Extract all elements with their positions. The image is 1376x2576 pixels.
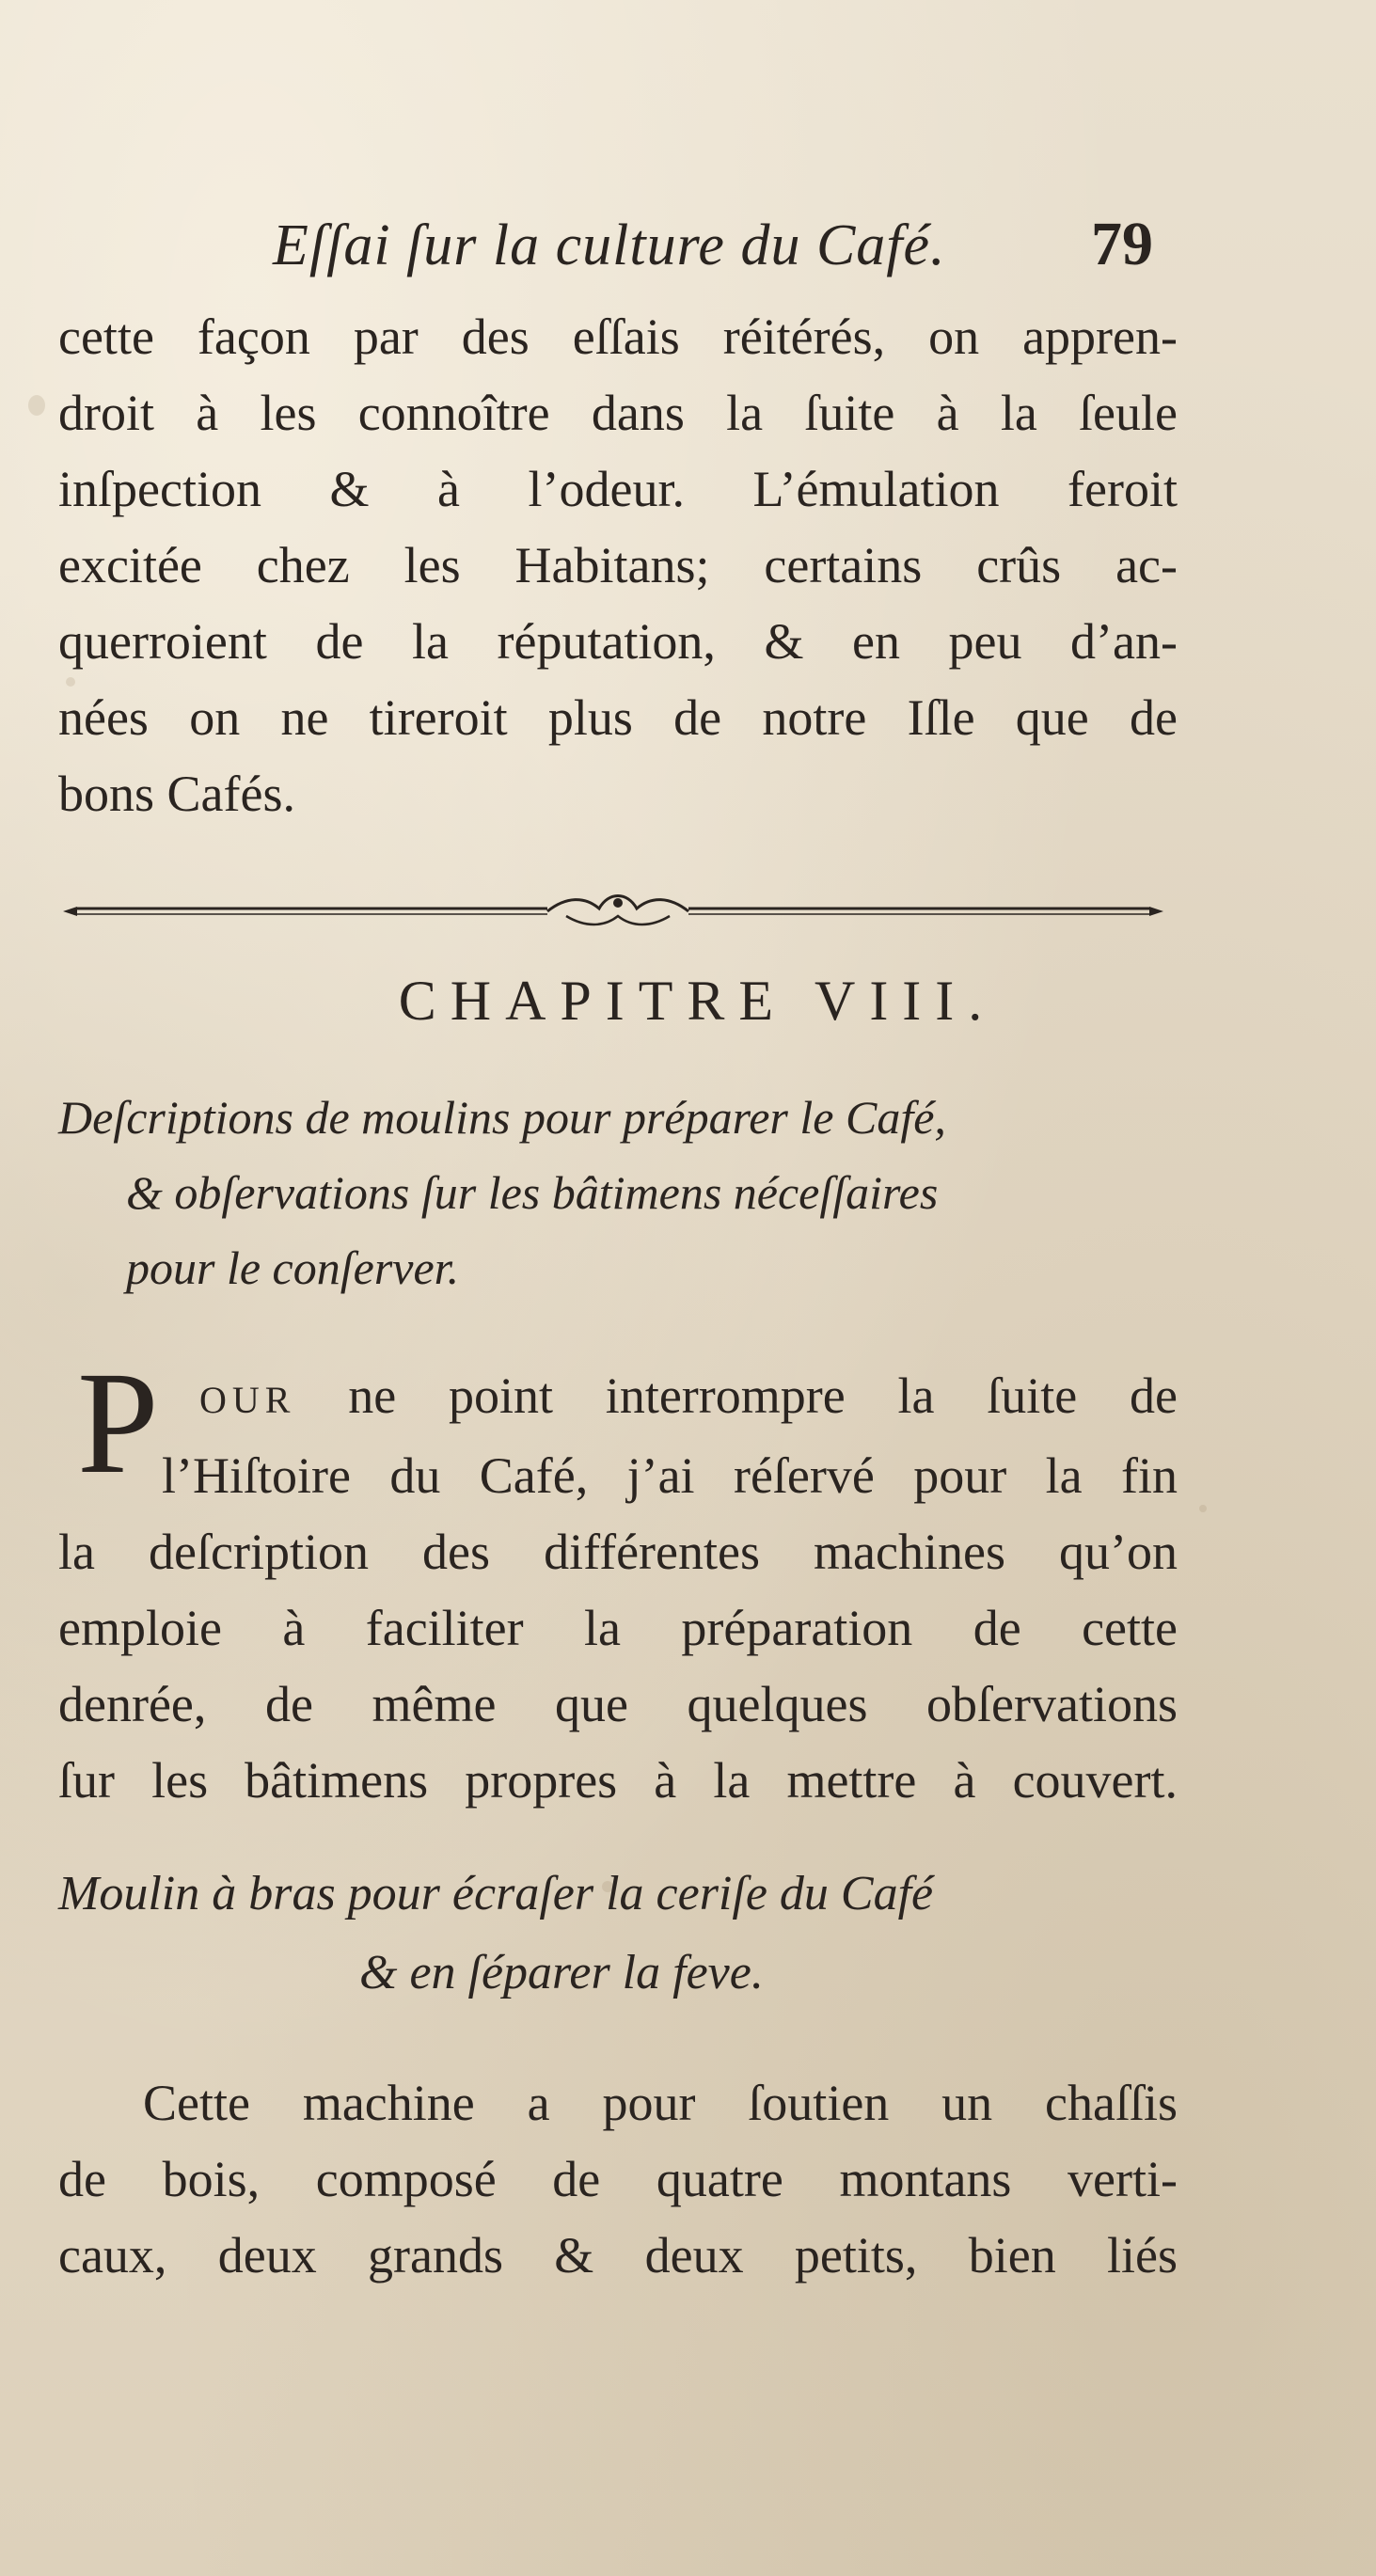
drop-cap: P bbox=[77, 1341, 159, 1504]
text-line: caux, deux grands & deux petits, bien liés bbox=[58, 2227, 1178, 2284]
paragraph-machine-description bbox=[58, 2065, 1178, 2294]
subtitle-line: Deſcriptions de moulins pour préparer le Café, bbox=[58, 1091, 946, 1144]
paragraph-body bbox=[58, 1358, 1178, 1819]
chapter-subtitle bbox=[58, 1080, 1178, 1305]
subtitle-line: pour le conſerver. bbox=[126, 1241, 460, 1294]
text-line: ſur les bâtimens propres à la mettre à couvert. bbox=[58, 1752, 1178, 1809]
chapter-title: CHAPITRE VIII. bbox=[398, 970, 997, 1032]
text-line: emploie à faciliter la préparation de cette bbox=[58, 1600, 1178, 1656]
text-line: inſpection & à l’odeur. L’émulation feroit bbox=[58, 461, 1178, 517]
ornamental-rule bbox=[58, 882, 1178, 939]
text-span: ne point interrompre la ſuite de bbox=[348, 1367, 1178, 1424]
text-line: excitée chez les Habitans; certains crûs ac- bbox=[58, 537, 1178, 593]
text-line: bons Cafés. bbox=[58, 766, 295, 822]
paper-stain bbox=[1199, 1505, 1207, 1512]
text-line bbox=[58, 1358, 1178, 1438]
heading-line: & en ſéparer la feve. bbox=[359, 1946, 764, 1999]
paragraph-opening bbox=[58, 1341, 1178, 1819]
text-line: querroient de la réputation, & en peu d’an- bbox=[58, 613, 1178, 670]
text-line: la deſcription des différentes machines qu’on bbox=[58, 1524, 1178, 1580]
section-heading bbox=[58, 1855, 1178, 2013]
running-head bbox=[56, 209, 1185, 284]
text-line: Cette machine a pour ſoutien un chaſſis bbox=[143, 2075, 1178, 2131]
paragraph-continuation bbox=[58, 299, 1178, 832]
running-title: Eſſai ſur la culture du Café. bbox=[273, 213, 946, 277]
text-line: droit à les connoître dans la ſuite à la ſeule bbox=[58, 385, 1178, 441]
text-line: de bois, composé de quatre montans verti- bbox=[58, 2151, 1178, 2207]
heading-line: Moulin à bras pour écraſer la ceriſe du Café bbox=[58, 1867, 934, 1920]
small-caps-word: OUR bbox=[199, 1379, 296, 1421]
text-line: l’Hiſtoire du Café, j’ai réſervé pour la fin bbox=[162, 1447, 1178, 1504]
text-line: nées on ne tireroit plus de notre Iſle que de bbox=[58, 689, 1178, 746]
text-line: denrée, de même que quelques obſervations bbox=[58, 1676, 1178, 1732]
page-number: 79 bbox=[1091, 210, 1153, 278]
subtitle-line: & obſervations ſur les bâtimens néceſſaires bbox=[126, 1166, 939, 1219]
paper-stain bbox=[28, 395, 45, 416]
text-line: cette façon par des eſſais réitérés, on appren- bbox=[58, 308, 1178, 365]
